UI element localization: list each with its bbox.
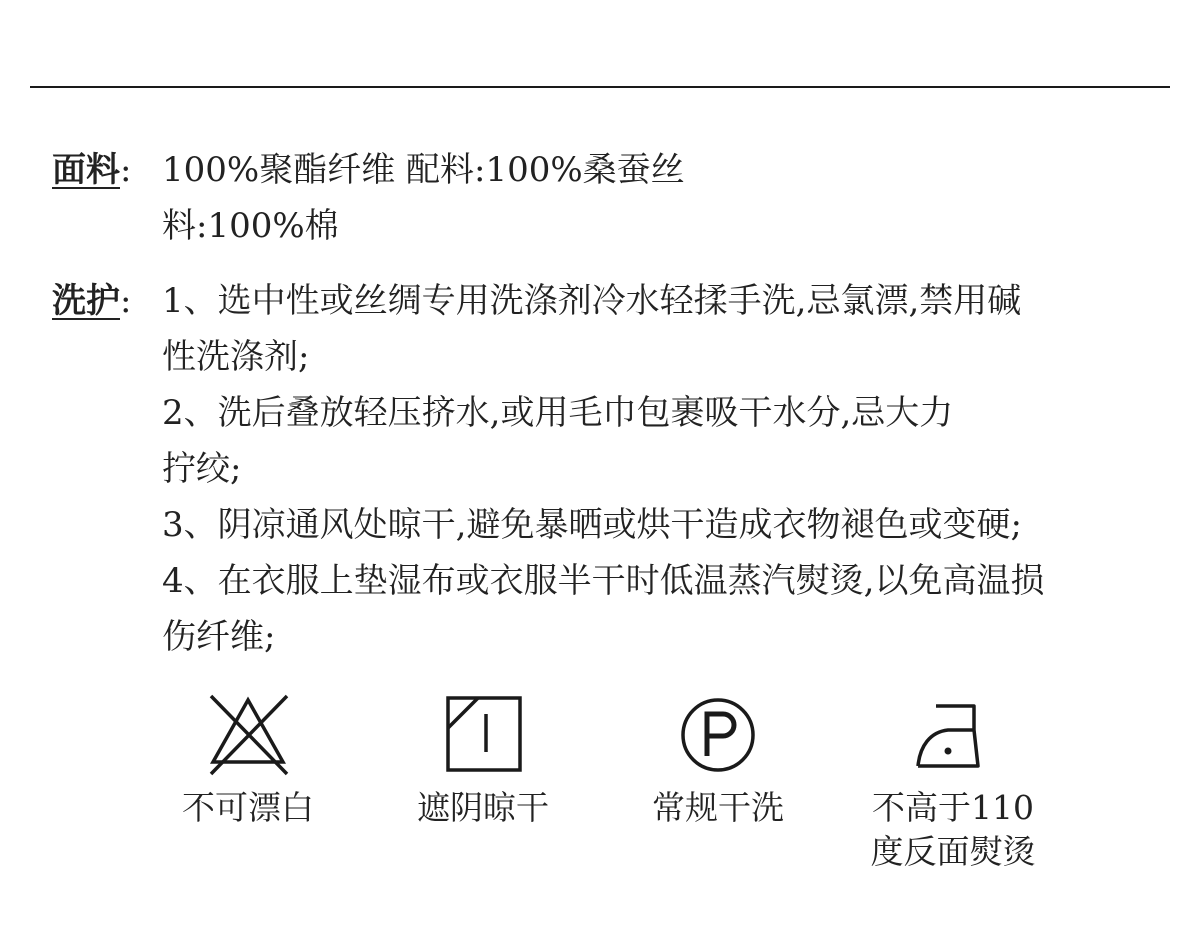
care-line: 2、洗后叠放轻压挤水,或用毛巾包裹吸干水分,忌大力 [162, 393, 954, 433]
symbol-caption: 常规干洗 [652, 788, 784, 827]
care-line: 性洗涤剂; [162, 337, 310, 377]
dry-clean-p-icon [673, 690, 763, 780]
material-line: 100%聚酯纤维 配料:100%桑蚕丝 [162, 150, 685, 190]
iron-low-icon [908, 690, 998, 780]
care-line: 4、在衣服上垫湿布或衣服半干时低温蒸汽熨烫,以免高温损 [162, 561, 1045, 601]
care-label: 洗护: [52, 281, 132, 321]
material-text [162, 142, 1137, 254]
care-line: 1、选中性或丝绸专用洗涤剂冷水轻揉手洗,忌氯漂,禁用碱 [162, 281, 1022, 321]
material-section [52, 142, 1137, 254]
care-line: 拧绞; [162, 449, 242, 489]
symbol-dry-clean [618, 690, 818, 830]
material-label: 面料: [52, 150, 132, 190]
no-bleach-icon [203, 690, 293, 780]
shade-dry-icon [438, 690, 528, 780]
care-line: 3、阴凉通风处晾干,避免暴晒或烘干造成衣物褪色或变硬; [162, 505, 1022, 545]
material-line: 料:100%棉 [162, 206, 339, 246]
care-line: 伤纤维; [162, 617, 276, 657]
care-symbols [0, 690, 1200, 890]
symbol-caption [853, 786, 1053, 874]
symbol-shade-dry [383, 690, 583, 830]
symbol-caption: 遮阴晾干 [417, 788, 549, 827]
care-section [52, 273, 1137, 665]
top-divider [30, 86, 1170, 88]
caption-line: 度反面熨烫 [870, 832, 1036, 871]
care-text [162, 273, 1137, 665]
caption-line: 不高于110 [872, 788, 1034, 827]
symbol-iron [853, 690, 1053, 874]
symbol-no-bleach [148, 690, 348, 830]
symbol-caption: 不可漂白 [182, 788, 314, 827]
